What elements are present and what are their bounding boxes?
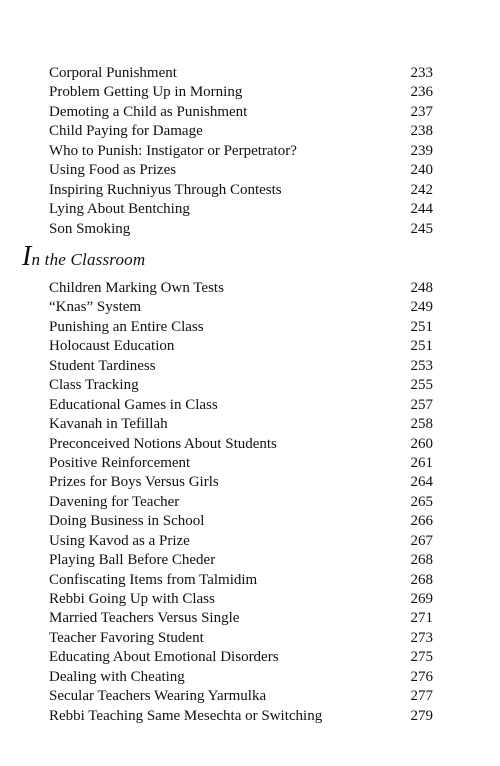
toc-entry: [49, 707, 433, 726]
toc-entry-page-number: 260: [410, 435, 433, 452]
toc-entry: [49, 629, 433, 648]
toc-entry-page-number: 245: [410, 220, 433, 237]
toc-entry-page-number: 248: [410, 280, 433, 296]
toc-entry: [49, 318, 433, 337]
toc-entry: [49, 200, 433, 219]
toc-entry-page-number: 251: [410, 318, 433, 335]
toc-entry: [49, 493, 433, 512]
toc-entry: [49, 298, 433, 317]
toc-entry-title: Dealing with Cheating: [49, 668, 185, 685]
toc-entry-page-number: 257: [410, 396, 433, 413]
toc-list-classroom: [49, 279, 433, 726]
toc-entry: [49, 512, 433, 531]
toc-entry-title: Lying About Bentching: [49, 201, 190, 218]
toc-entry-page-number: 255: [410, 377, 433, 394]
section-heading-text: n the Classroom: [31, 250, 146, 269]
toc-entry: [49, 551, 433, 570]
toc-entry-page-number: 266: [410, 513, 433, 530]
toc-entry-page-number: 249: [410, 299, 433, 316]
toc-entry: [49, 337, 433, 356]
toc-entry-page-number: 236: [410, 84, 433, 101]
toc-entry: [49, 396, 433, 415]
toc-entry-page-number: 240: [410, 162, 433, 179]
toc-entry: [49, 648, 433, 667]
toc-entry: [49, 103, 433, 122]
toc-entry-page-number: 276: [410, 668, 433, 685]
toc-entry-title: Rebbi Going Up with Class: [49, 591, 215, 607]
toc-entry-page-number: 261: [410, 454, 433, 471]
toc-entry-title: Demoting a Child as Punishment: [49, 103, 248, 120]
toc-entry-title: Positive Reinforcement: [49, 454, 191, 471]
toc-entry: [49, 609, 433, 628]
toc-entry-page-number: 244: [410, 201, 433, 218]
toc-entry-page-number: 279: [410, 707, 433, 724]
toc-entry: [49, 454, 433, 473]
toc-entry-title: Educational Games in Class: [49, 396, 218, 413]
toc-entry-title: Kavanah in Tefillah: [49, 416, 168, 433]
toc-entry-page-number: 242: [410, 181, 433, 198]
toc-entry: [49, 435, 433, 454]
toc-entry-page-number: 233: [410, 65, 433, 81]
toc-entry: [49, 376, 433, 395]
toc-entry-page-number: 277: [410, 688, 433, 705]
section-heading-in-the-classroom: [22, 241, 146, 273]
toc-entry-page-number: 239: [410, 142, 433, 159]
toc-entry-title: Davening for Teacher: [49, 493, 180, 510]
toc-entry-title: Class Tracking: [49, 377, 139, 394]
toc-entry-title: Punishing an Entire Class: [49, 318, 204, 335]
toc-entry: [49, 687, 433, 706]
toc-entry: [49, 590, 433, 609]
toc-entry: [49, 181, 433, 200]
toc-entry-page-number: 267: [410, 532, 433, 549]
toc-entry-title: Child Paying for Damage: [49, 123, 203, 140]
toc-entry: [49, 415, 433, 434]
toc-list-discipline: [49, 64, 433, 239]
toc-entry: [49, 668, 433, 687]
toc-entry-title: Inspiring Ruchniyus Through Contests: [49, 181, 282, 198]
toc-entry-title: Confiscating Items from Talmidim: [49, 571, 258, 588]
toc-entry-title: Problem Getting Up in Morning: [49, 84, 243, 101]
toc-entry-title: Using Food as Prizes: [49, 162, 177, 179]
toc-entry-page-number: 275: [410, 649, 433, 666]
toc-entry: [49, 532, 433, 551]
toc-entry-title: “Knas” System: [49, 299, 142, 316]
toc-entry: [49, 142, 433, 161]
toc-entry-title: Teacher Favoring Student: [49, 629, 204, 646]
toc-entry: [49, 161, 433, 180]
toc-entry: [49, 83, 433, 102]
toc-entry: [49, 122, 433, 141]
toc-entry-page-number: 238: [410, 123, 433, 140]
toc-entry: [49, 279, 433, 298]
toc-entry-title: Married Teachers Versus Single: [49, 610, 240, 627]
toc-entry-title: Who to Punish: Instigator or Perpetrator?: [49, 142, 297, 159]
toc-entry-title: Secular Teachers Wearing Yarmulka: [49, 688, 267, 705]
toc-entry-title: Rebbi Teaching Same Mesechta or Switching: [49, 707, 323, 724]
toc-entry-page-number: 273: [410, 629, 433, 646]
toc-entry-title: Using Kavod as a Prize: [49, 532, 190, 549]
toc-entry-title: Corporal Punishment: [49, 65, 177, 81]
toc-entry: [49, 473, 433, 492]
toc-entry: [49, 64, 433, 83]
toc-entry: [49, 571, 433, 590]
toc-entry-title: Son Smoking: [49, 220, 131, 237]
toc-entry-page-number: 271: [410, 610, 433, 627]
toc-entry-title: Playing Ball Before Cheder: [49, 552, 216, 569]
toc-entry-page-number: 268: [410, 571, 433, 588]
toc-entry-title: Children Marking Own Tests: [49, 280, 224, 296]
toc-entry-page-number: 268: [410, 552, 433, 569]
section-heading-initial: I: [22, 241, 32, 272]
toc-entry-page-number: 258: [410, 416, 433, 433]
toc-entry: [49, 220, 433, 239]
toc-entry-page-number: 265: [410, 493, 433, 510]
toc-entry: [49, 357, 433, 376]
toc-entry-title: Holocaust Education: [49, 338, 175, 355]
toc-entry-page-number: 237: [410, 103, 433, 120]
toc-entry-title: Educating About Emotional Disorders: [49, 649, 279, 666]
toc-entry-title: Student Tardiness: [49, 357, 156, 374]
toc-entry-page-number: 264: [410, 474, 433, 491]
toc-entry-page-number: 251: [410, 338, 433, 355]
toc-entry-title: Preconceived Notions About Students: [49, 435, 277, 452]
toc-entry-title: Doing Business in School: [49, 513, 205, 530]
toc-entry-page-number: 269: [410, 591, 433, 607]
toc-entry-title: Prizes for Boys Versus Girls: [49, 474, 219, 491]
toc-entry-page-number: 253: [410, 357, 433, 374]
